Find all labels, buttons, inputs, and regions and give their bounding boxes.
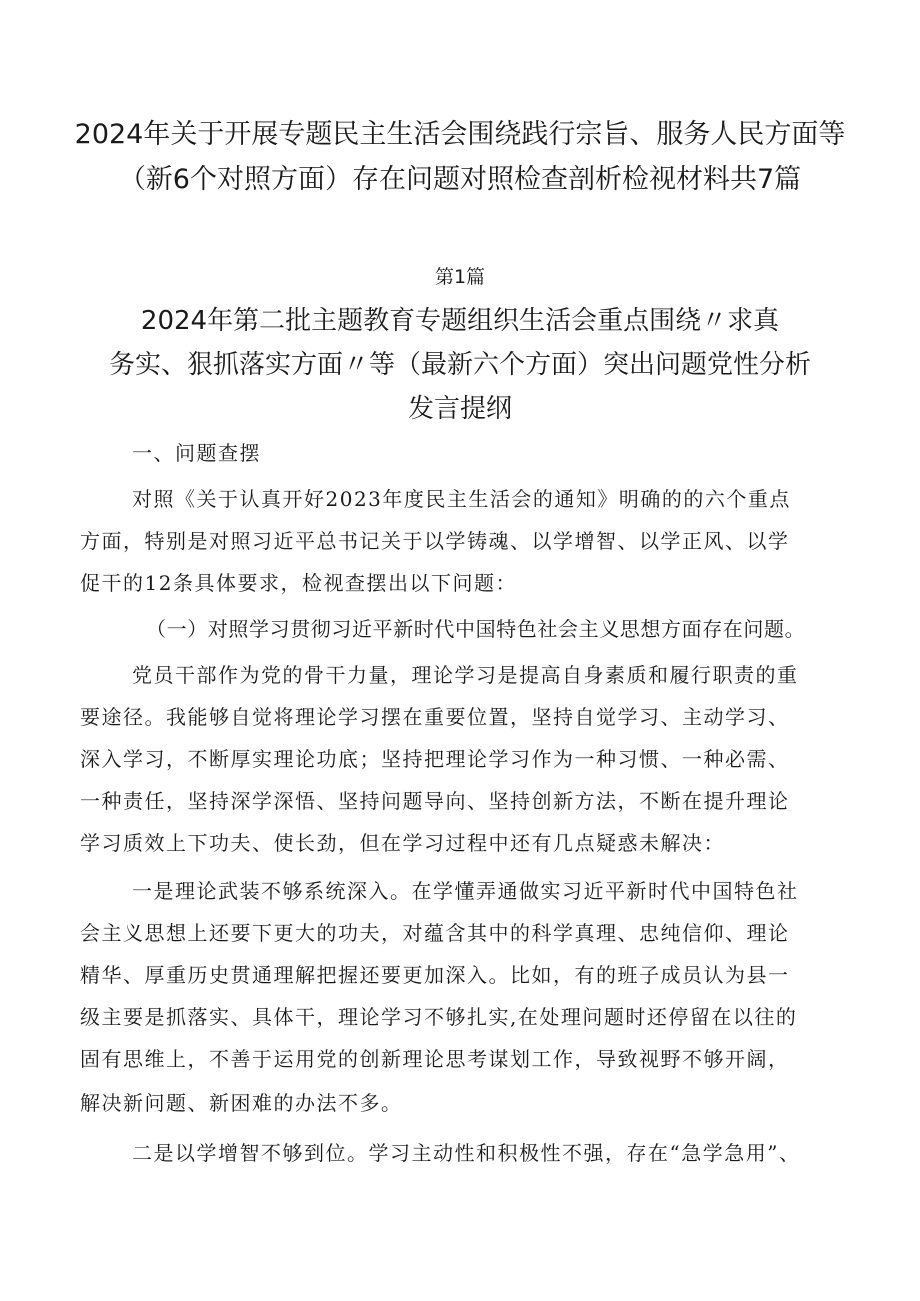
paragraph-line: 一种责任，坚持深学深悟、坚持问题导向、坚持创新方法，不断在提升理论: [80, 789, 790, 813]
paragraph-line: 促干的12条具体要求，检视查摆出以下问题：: [80, 571, 517, 595]
paragraph-line: 对照《关于认真开好2023年度民主生活会的通知》明确的的六个重点: [132, 487, 791, 511]
paragraph-line: 方面，特别是对照习近平总书记关于以学铸魂、以学增智、以学正风、以学: [80, 529, 790, 553]
paragraph-line: 学习质效上下功夫、使长劲，但在学习过程中还有几点疑惑未解决：: [80, 831, 725, 855]
subheading: （一）对照学习贯彻习近平新时代中国特色社会主义思想方面存在问题。: [146, 617, 806, 641]
chapter-title-line: 务实、狠抓落实方面〃等（最新六个方面）突出问题党性分析: [108, 350, 811, 380]
paragraph-line: 党员干部作为党的骨干力量，理论学习是提高自身素质和履行职责的重: [132, 663, 799, 687]
section-heading: 一、问题查摆: [132, 441, 261, 465]
paragraph-line: 会主义思想上还要下更大的功夫，对蕴含其中的科学真理、忠纯信仰、理论: [80, 921, 790, 945]
chapter-title: [60, 299, 860, 431]
chapter-title-line: 发言提纲: [407, 394, 512, 424]
paragraph-line: 一是理论武装不够系统深入。在学懂弄通做实习近平新时代中国特色社: [132, 879, 799, 903]
paragraph-line: 解决新问题、新困难的办法不多。: [80, 1091, 403, 1115]
document-title: [60, 112, 860, 202]
paragraph-line: 精华、厚重历史贯通理解把握还要更加深入。比如，有的班子成员认为县一: [80, 963, 790, 987]
paragraph-line: 二是以学增智不够到位。学习主动性和积极性不强，存在“急学急用”、: [132, 1141, 801, 1165]
paragraph-line: 固有思维上，不善于运用党的创新理论思考谋划工作，导致视野不够开阔，: [80, 1047, 790, 1071]
document-title-line: （新6个对照方面）存在问题对照检查剖析检视材料共7篇: [118, 164, 802, 195]
paragraph-line: 级主要是抓落实、具体干，理论学习不够扎实,在处理问题时还停留在以往的: [80, 1005, 798, 1029]
document-title-line: 2024年关于开展专题民主生活会围绕践行宗旨、服务人民方面等: [74, 119, 846, 150]
chapter-title-line: 2024年第二批主题教育专题组织生活会重点围绕〃求真: [140, 306, 780, 336]
paragraph-line: 深入学习，不断厚实理论功底；坚持把理论学习作为一种习惯、一种必需、: [80, 747, 790, 771]
chapter-label: 第1篇: [434, 266, 486, 288]
paragraph-line: 要途径。我能够自觉将理论学习摆在重要位置，坚持自觉学习、主动学习、: [80, 705, 790, 729]
